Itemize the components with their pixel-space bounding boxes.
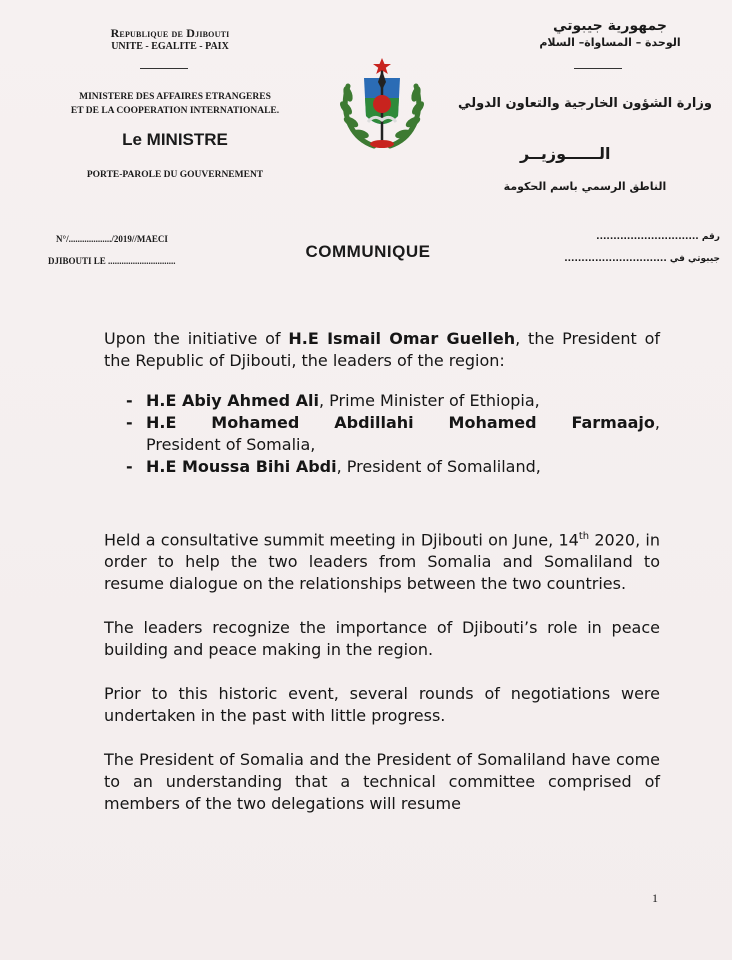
communique-body [104,328,660,815]
list-dash: - [126,391,133,410]
leader-name: H.E Abiy Ahmed Ali [146,391,319,410]
list-dash: - [126,413,133,432]
republic-name: Republique de Djibouti [110,26,230,40]
document-title: COMMUNIQUE [305,242,431,261]
djibouti-date-line: DJIBOUTI LE .............................. [48,256,176,266]
leader-role: , President of Somaliland, [336,457,541,476]
list-item [126,390,660,412]
republic-motto-arabic: الوحدة – المساواة– السلام [539,36,681,49]
list-item [126,412,660,456]
date-line-arabic: جيبوتي في .............................. [564,254,720,264]
leader-role: , Prime Minister of Ethiopia, [318,391,540,410]
leader-name: H.E Mohamed Abdillahi Mohamed Farmaajo [146,413,655,432]
intro-text-post: , the President of the Republic of Djibouti, the leaders of the region: [104,329,661,370]
committee-paragraph: The President of Somalia and the President of Somaliland have come to an understanding that a technical committee comprised of members of the two delegations will resume [104,750,660,814]
page-number: 1 [652,891,658,905]
porte-parole: PORTE-PAROLE DU GOUVERNEMENT [86,170,264,180]
le-ministre: Le MINISTRE [122,130,228,149]
intro-text-pre: Upon the initiative of [104,329,289,348]
republic-motto: UNITE - EGALITE - PAIX [111,41,229,52]
prior-negotiations-paragraph: Prior to this historic event, several rounds of negotiations were undertaken in the past with little progress. [104,684,660,726]
reference-number-arabic: رقم .............................. [596,232,720,242]
list-dash: - [126,457,133,476]
role-paragraph: The leaders recognize the importance of Djibouti’s role in peace building and peace making in the region. [104,618,660,660]
ministry-line-1: MINISTERE DES AFFAIRES ETRANGERES [79,92,271,102]
leader-name: H.E Moussa Bihi Abdi [146,457,337,476]
republic-name-arabic: جمهورية جيبوتي [553,18,667,34]
leader-role: , President of Somalia, [146,413,660,454]
header-divider-left [140,68,188,69]
summit-paragraph [104,526,660,595]
djibouti-emblem-icon [334,50,430,154]
ministry-arabic: وزارة الشؤون الخارجية والتعاون الدولي [458,96,712,111]
spokesman-arabic: الناطق الرسمي باسم الحكومة [503,180,667,193]
ministry-line-2: ET DE LA COOPERATION INTERNATIONALE. [70,106,280,116]
intro-paragraph [104,328,660,372]
date-ordinal-suffix: th [578,531,590,542]
minister-arabic: الــــــوزيــر [520,144,611,163]
header-divider-right [574,68,622,69]
list-item [126,456,660,478]
summit-text-post: 2020, in order to help the two leaders from Somalia and Somaliland to resume dialogue on the relationships between the two countries. [104,530,660,594]
summit-text-pre: Held a consultative summit meeting in Djibouti on June, 14 [104,530,579,550]
reference-number: N°/.................../2019//MAECI [56,234,168,244]
leaders-list [104,390,660,478]
president-djibouti-name: H.E Ismail Omar Guelleh [288,329,516,348]
